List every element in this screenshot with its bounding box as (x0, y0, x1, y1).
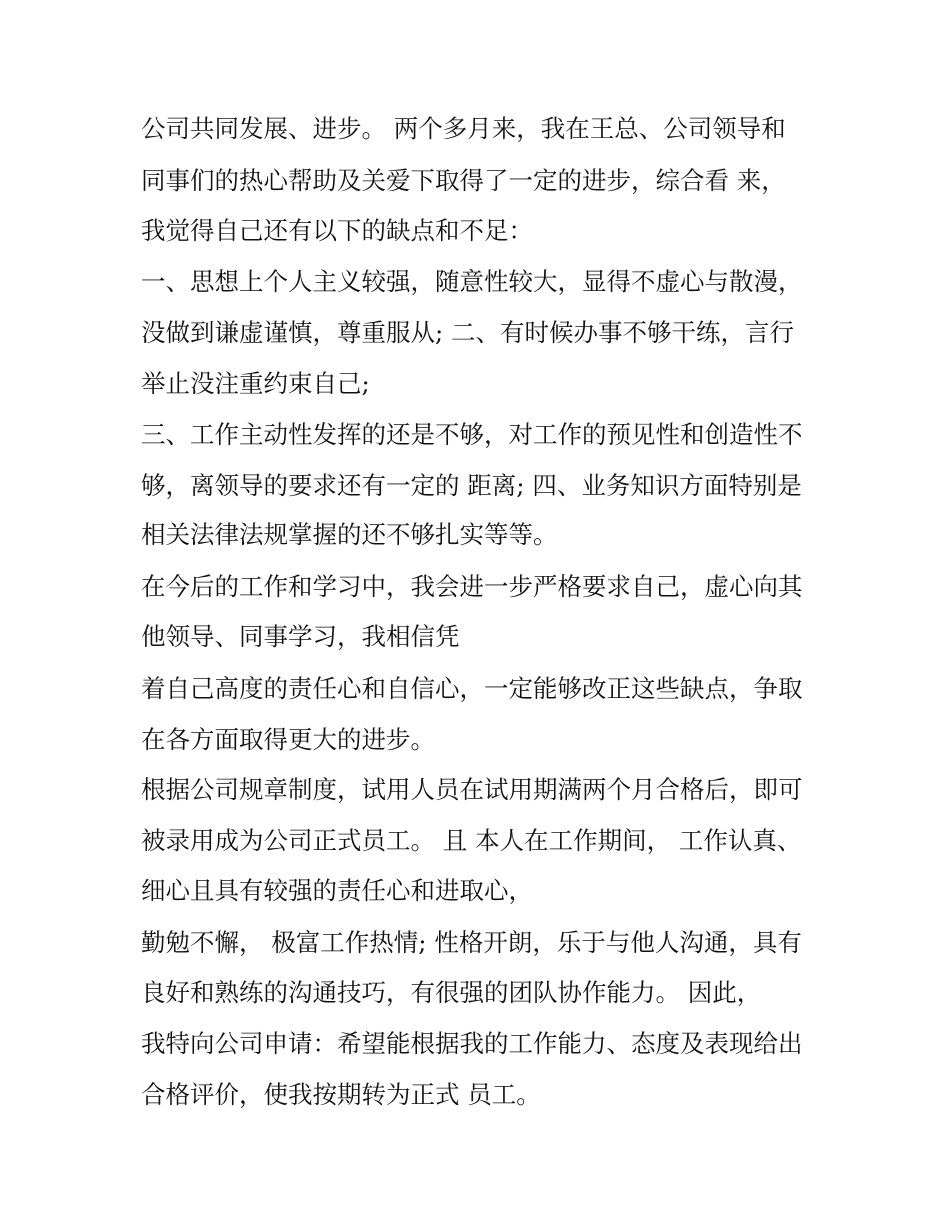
text-line: 三、工作主动性发挥的还是不够，对工作的预见性和创造性不 (141, 420, 803, 449)
text-line: 相关法律法规掌握的还不够扎实等等。 (141, 520, 558, 549)
text-line: 我特向公司申请：希望能根据我的工作能力、态度及表现给出 (141, 1029, 803, 1058)
text-line: 举止没注重约束自己; (141, 369, 370, 398)
text-line: 在今后的工作和学习中，我会进一步严格要求自己，虚心向其 (141, 572, 803, 601)
text-line: 着自己高度的责任心和自信心，一定能够改正这些缺点，争取 (141, 674, 803, 703)
text-line: 勤勉不懈， 极富工作热情; 性格开朗，乐于与他人沟通，具有 (141, 928, 802, 957)
text-line: 没做到谦虚谨慎，尊重服从; 二、有时候办事不够干练，言行 (141, 318, 795, 347)
text-line: 他领导、同事学习，我相信凭 (141, 622, 460, 651)
text-line: 我觉得自己还有以下的缺点和不足： (141, 216, 533, 245)
text-line: 被录用成为公司正式员工。 且 本人在工作期间， 工作认真、 (141, 826, 802, 855)
text-line: 公司共同发展、进步。 两个多月来，我在王总、公司领导和 (141, 114, 786, 143)
text-line: 良好和熟练的沟通技巧，有很强的团队协作能力。 因此， (141, 978, 762, 1007)
text-line: 一、思想上个人主义较强，随意性较大，显得不虚心与散漫， (141, 267, 803, 296)
text-line: 在各方面取得更大的进步。 (141, 725, 435, 754)
text-line: 同事们的热心帮助及关爱下取得了一定的进步，综合看 来， (141, 166, 786, 195)
text-line: 细心且具有较强的责任心和进取心， (141, 876, 533, 905)
text-line: 够，离领导的要求还有一定的 距离; 四、业务知识方面特别是 (141, 471, 802, 500)
text-line: 合格评价，使我按期转为正式 员工。 (141, 1080, 541, 1109)
text-line: 根据公司规章制度，试用人员在试用期满两个月合格后，即可 (141, 775, 803, 804)
